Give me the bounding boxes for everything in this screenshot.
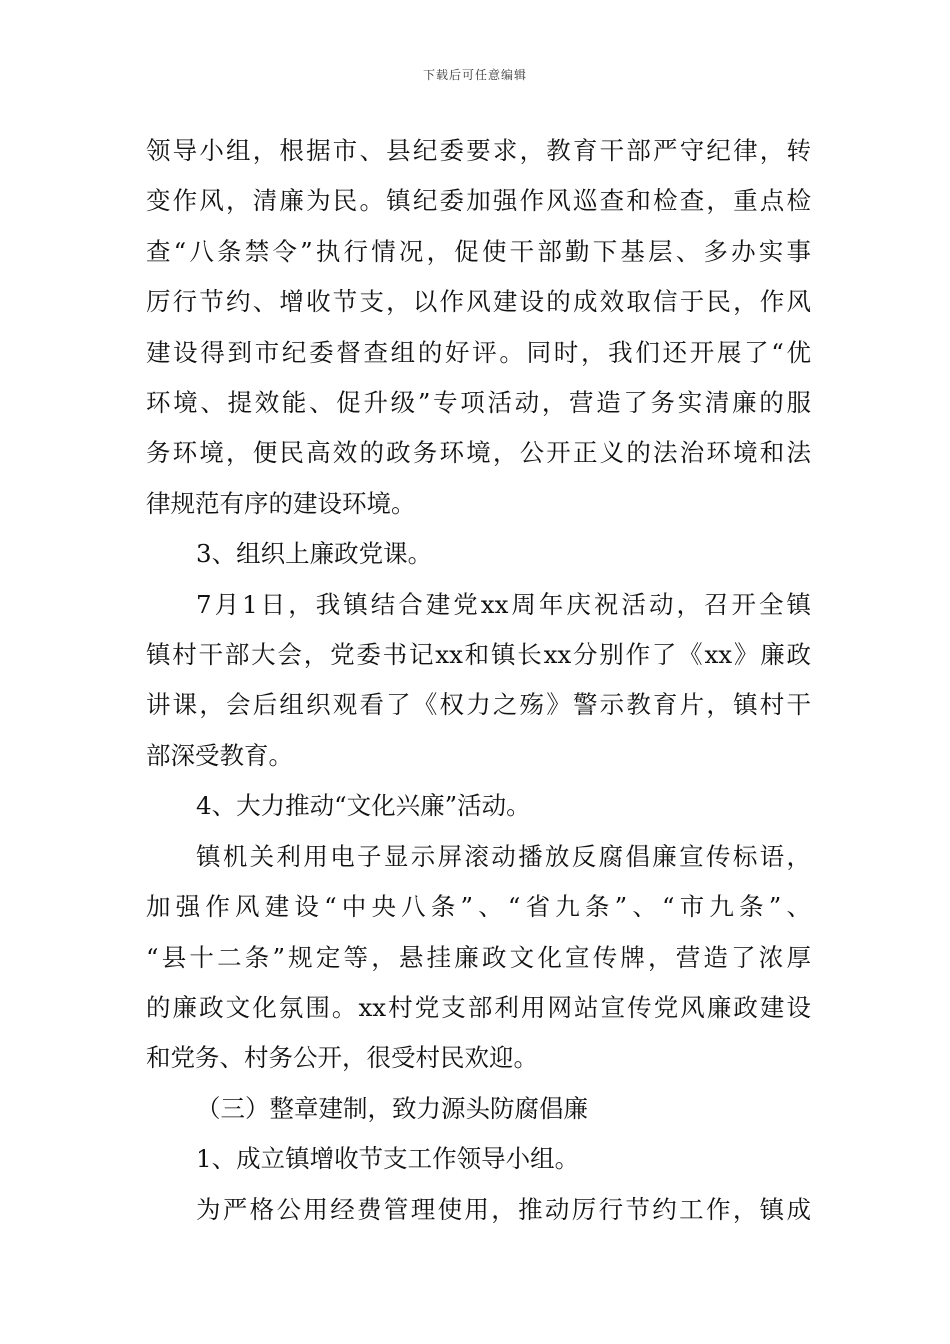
section-heading-3 xyxy=(146,1084,811,1134)
text-line: （三）整章建制，致力源头防腐倡廉 xyxy=(196,1093,588,1123)
text-line: 3、组织上廉政党课。 xyxy=(196,539,433,569)
text-line: 1、成立镇增收节支工作领导小组。 xyxy=(196,1144,580,1174)
text-line: 讲课，会后组织观看了《权力之殇》警示教育片，镇村干 xyxy=(146,690,811,720)
text-line: 厉行节约、增收节支，以作风建设的成效取信于民，作风 xyxy=(146,287,811,317)
text-line: 领导小组，根据市、县纪委要求，教育干部严守纪律，转 xyxy=(146,136,811,165)
paragraph-work-style xyxy=(146,126,811,529)
paragraph-culture-campaign xyxy=(146,832,811,1084)
text-line: 务环境，便民高效的政务环境，公开正义的法治环境和法 xyxy=(146,438,811,468)
text-line: “县十二条”规定等，悬挂廉政文化宣传牌，营造了浓厚 xyxy=(146,942,811,972)
text-line: 4、大力推动“文化兴廉”活动。 xyxy=(196,791,531,821)
text-line: 律规范有序的建设环境。 xyxy=(146,488,416,518)
text-line: 镇机关利用电子显示屏滚动播放反腐倡廉宣传标语， xyxy=(196,841,811,871)
document-body xyxy=(146,126,811,1235)
heading-item-3 xyxy=(146,529,811,579)
paragraph-expense-control xyxy=(146,1185,811,1235)
text-line: 的廉政文化氛围。xx村党支部利用网站宣传党风廉政建设 xyxy=(146,992,811,1022)
text-line: 为严格公用经费管理使用，推动厉行节约工作，镇成 xyxy=(196,1194,811,1224)
page-header: 下载后可任意编辑 xyxy=(422,68,527,82)
text-line: 变作风，清廉为民。镇纪委加强作风巡查和检查，重点检 xyxy=(146,186,811,216)
text-line: 环境、提效能、促升级”专项活动，营造了务实清廉的服 xyxy=(146,388,811,418)
text-line: 镇村干部大会，党委书记xx和镇长xx分别作了《xx》廉政 xyxy=(146,640,811,670)
paragraph-party-lecture xyxy=(146,580,811,782)
text-line: 和党务、村务公开，很受村民欢迎。 xyxy=(146,1043,538,1073)
heading-item-1 xyxy=(146,1134,811,1184)
text-line: 查“八条禁令”执行情况，促使干部勤下基层、多办实事 xyxy=(146,236,811,266)
text-line: 7月1日，我镇结合建党xx周年庆祝活动，召开全镇 xyxy=(196,589,811,619)
text-line: 部深受教育。 xyxy=(146,740,293,770)
text-line: 建设得到市纪委督查组的好评。同时，我们还开展了“优 xyxy=(146,337,811,367)
text-line: 加强作风建设“中央八条”、“省九条”、“市九条”、 xyxy=(146,892,811,922)
heading-item-4 xyxy=(146,781,811,831)
